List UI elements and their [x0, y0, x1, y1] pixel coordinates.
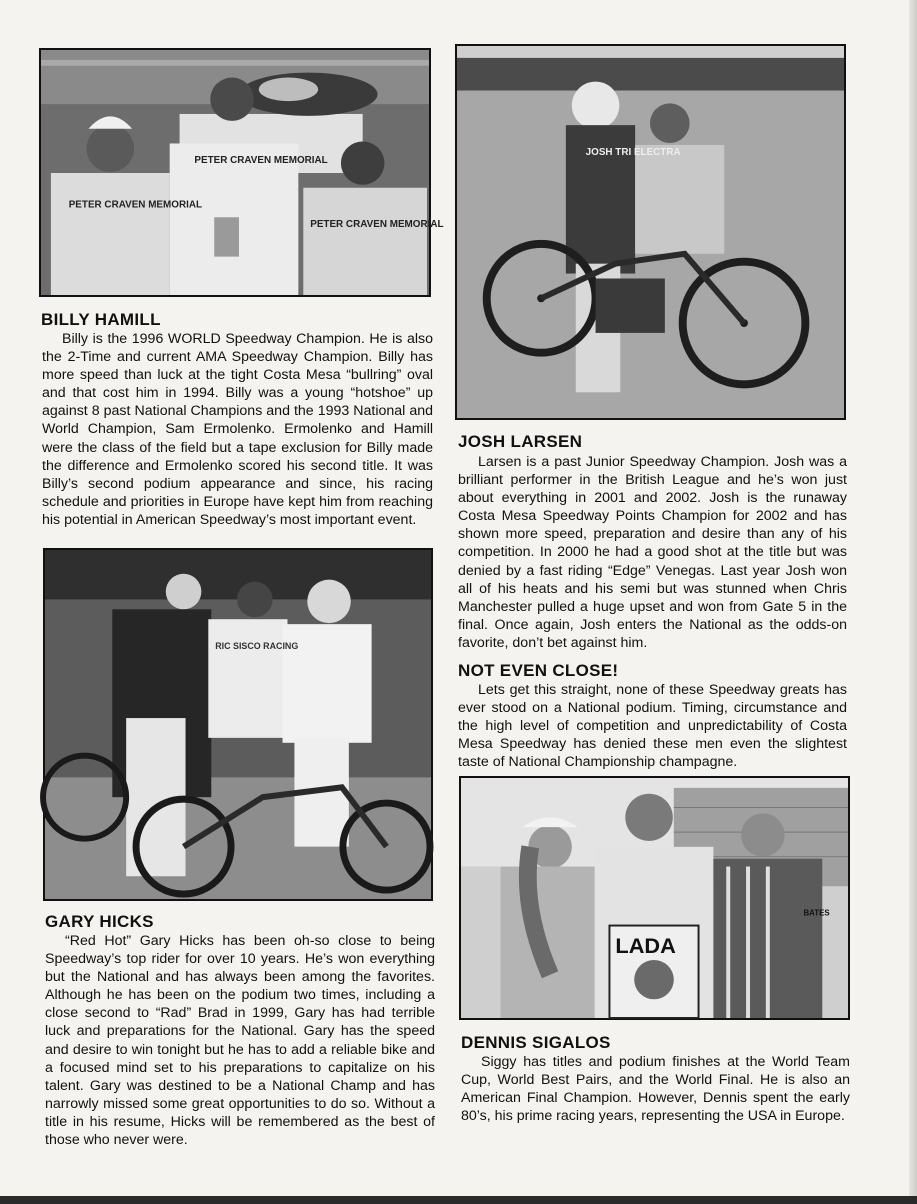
photo-josh-larsen-bike — [455, 44, 846, 420]
photo-dennis-sigalos-group — [459, 776, 850, 1020]
bib-text-center: PETER CRAVEN MEMORIAL — [194, 155, 328, 167]
page-edge-right — [909, 0, 917, 1204]
photo-billy-hamill-podium — [39, 48, 444, 297]
text-dennis-sigalos: Siggy has titles and podium finishes at the World Team Cup, World Best Pairs, and the World Final. He is also an American Final Champion. However, Dennis spent the early 80’s, his prime racing years, representing the USA in Europe. — [461, 1054, 850, 1125]
page-edge-bottom — [0, 1196, 917, 1204]
heading-gary-hicks: GARY HICKS — [45, 912, 154, 931]
heading-billy-hamill: BILLY HAMILL — [41, 310, 161, 329]
heading-josh-larsen: JOSH LARSEN — [458, 432, 583, 451]
text-not-even-close: Lets get this straight, none of these Speedway greats has ever stood on a National podium. Timing, circumstance and the high level of competition and unpredictability of Costa Mesa Speedway has denied these men even the slightest taste of National Championship champagne. — [458, 682, 847, 771]
photo-gary-hicks-group — [43, 548, 433, 901]
text-josh-larsen: Larsen is a past Junior Speedway Champion. Josh was a brilliant performer in the British League and he’s won just about everything in 2001 and 2002. Josh is the runaway Costa Mesa Speedway Points Champion for 2002 and has shown more speed, preparation and desire than any of his competition. In 2000 he had a good shot at the title but was denied by a fast riding “Edge” Venegas. Last year Josh won all of his heats and his semi but was stunned when Chris Manchester pulled a huge upset and won from Gate 5 in the final. Once again, Josh enters the National as the odds-on favorite, don’t bet against him. — [458, 454, 847, 651]
jersey-text-gary: RIC SISCO RACING — [215, 640, 299, 651]
heading-dennis-sigalos: DENNIS SIGALOS — [461, 1033, 611, 1052]
banner-text-dennis: LADA — [615, 933, 676, 959]
bib-text-left: PETER CRAVEN MEMORIAL — [68, 199, 203, 211]
heading-not-even-close: NOT EVEN CLOSE! — [458, 661, 619, 680]
text-gary-hicks: “Red Hot” Gary Hicks has been oh-so close to being Speedway’s top rider for over 10 years. He’s won everything but the National and has always been among the favorites. Although he has been on the podium two times, including a close second to “Rad” Brad in 1999, Gary has had terrible luck and preparations for the National. Gary has the speed and desire to win tonight but he has to add a reliable bike and a focused mind set to his preparations to capitalize on his talent. Gary was destined to be a National Champ and has narrowly missed some great opportunities to do so. Without a title in his resume, Hicks will be remembered as the best of those who never were. — [45, 933, 435, 1149]
text-billy-hamill: Billy is the 1996 WORLD Speedway Champion. He is also the 2-Time and current AMA Speedway Champion. Billy has more speed than luck at the tight Costa Mesa “bullring” oval and that cost him in 1994. Billy was a young “hotshoe” up against 8 past National Champions and the 1993 National and World Champion, Sam Ermolenko. Ermolenko and Hamill were the class of the field but a tape exclusion for Billy made the difference and Ermolenko scored his second title. It was Billy’s second podium appearance and since, his racing schedule and priorities in Europe have kept him from reaching his potential in American Speedway’s most important event. — [42, 331, 433, 528]
bib-text-right: PETER CRAVEN MEMORIAL — [310, 219, 444, 231]
sleeve-text-dennis: BATES — [803, 908, 830, 918]
jersey-text-josh: JOSH TRI ELECTRA — [585, 146, 681, 158]
